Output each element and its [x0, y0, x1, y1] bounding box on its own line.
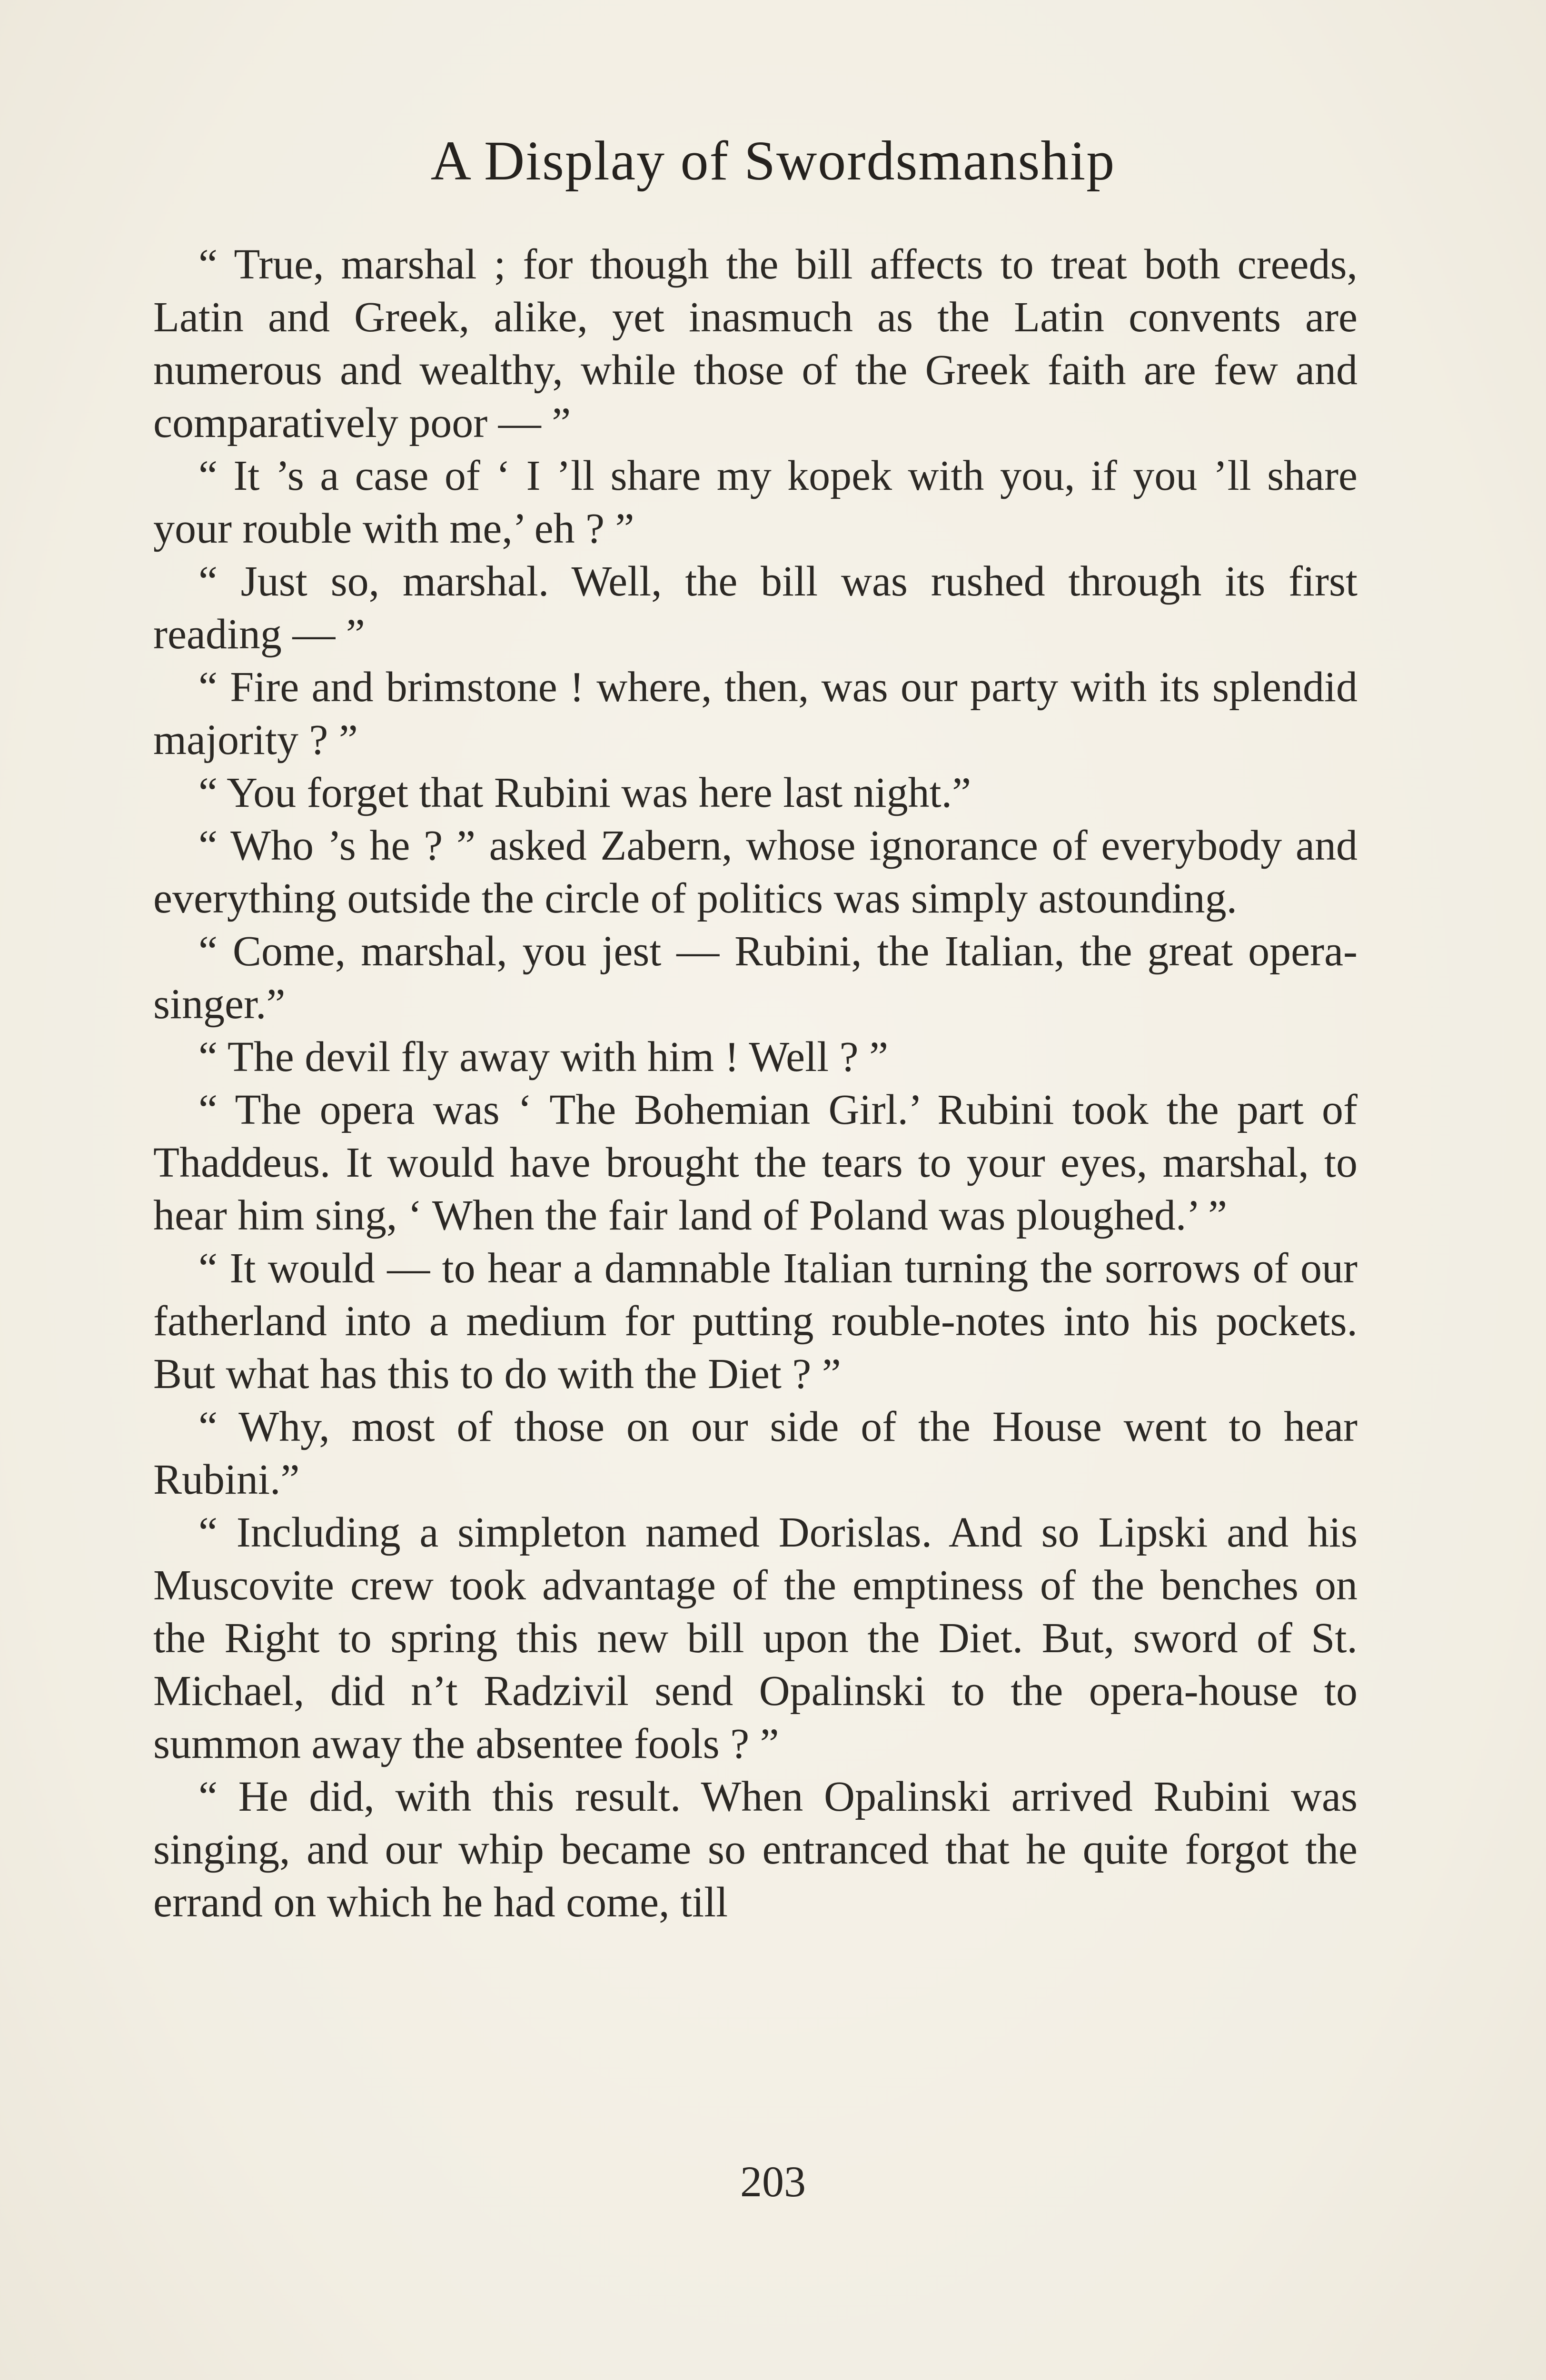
body-text: [153, 238, 1358, 1929]
paragraph: “ The opera was ‘ The Bohemian Girl.’ Rubini took the part of Thaddeus. It would have brought the tears to your eyes, marshal, to hear him sing, ‘ When the fair land of Poland was ploughed.’ ”: [153, 1086, 1358, 1239]
paragraph: “ It ’s a case of ‘ I ’ll share my kopek with you, if you ’ll share your rouble with me,’ eh ? ”: [153, 452, 1358, 552]
running-head: A Display of Swordsmanship: [430, 129, 1116, 192]
paragraph: “ He did, with this result. When Opalinski arrived Rubini was singing, and our whip became so entranced that he quite forgot the errand on which he had come, till: [153, 1773, 1358, 1926]
paragraph: “ Who ’s he ? ” asked Zabern, whose ignorance of everybody and everything outside the circle of politics was simply astounding.: [153, 822, 1358, 922]
paragraph: “ Fire and brimstone ! where, then, was our party with its splendid majority ? ”: [153, 664, 1358, 764]
paragraph: “ Come, marshal, you jest — Rubini, the Italian, the great opera-singer.”: [153, 928, 1358, 1028]
paragraph: “ The devil fly away with him ! Well ? ”: [198, 1033, 889, 1081]
page-number: 203: [740, 2157, 806, 2206]
paragraph: “ Including a simpleton named Dorislas. And so Lipski and his Muscovite crew took advantage of the emptiness of the benches on the Right to spring this new bill upon the Diet. But, sword of St. Michael, did n’t Radzivil send Opalinski to the opera-house to summon away the absentee fools ? ”: [153, 1509, 1358, 1767]
paragraph: “ It would — to hear a damnable Italian turning the sorrows of our fatherland into a medium for putting rouble-notes into his pockets. But what has this to do with the Diet ? ”: [153, 1245, 1358, 1398]
paragraph: “ You forget that Rubini was here last night.”: [198, 769, 971, 816]
paragraph: “ Why, most of those on our side of the House went to hear Rubini.”: [153, 1403, 1358, 1503]
paragraph: “ True, marshal ; for though the bill affects to treat both creeds, Latin and Greek, alike, yet inasmuch as the Latin convents are numerous and wealthy, while those of the Greek faith are few and comparatively poor — ”: [153, 241, 1358, 446]
paragraph: “ Just so, marshal. Well, the bill was rushed through its first reading — ”: [153, 558, 1358, 658]
